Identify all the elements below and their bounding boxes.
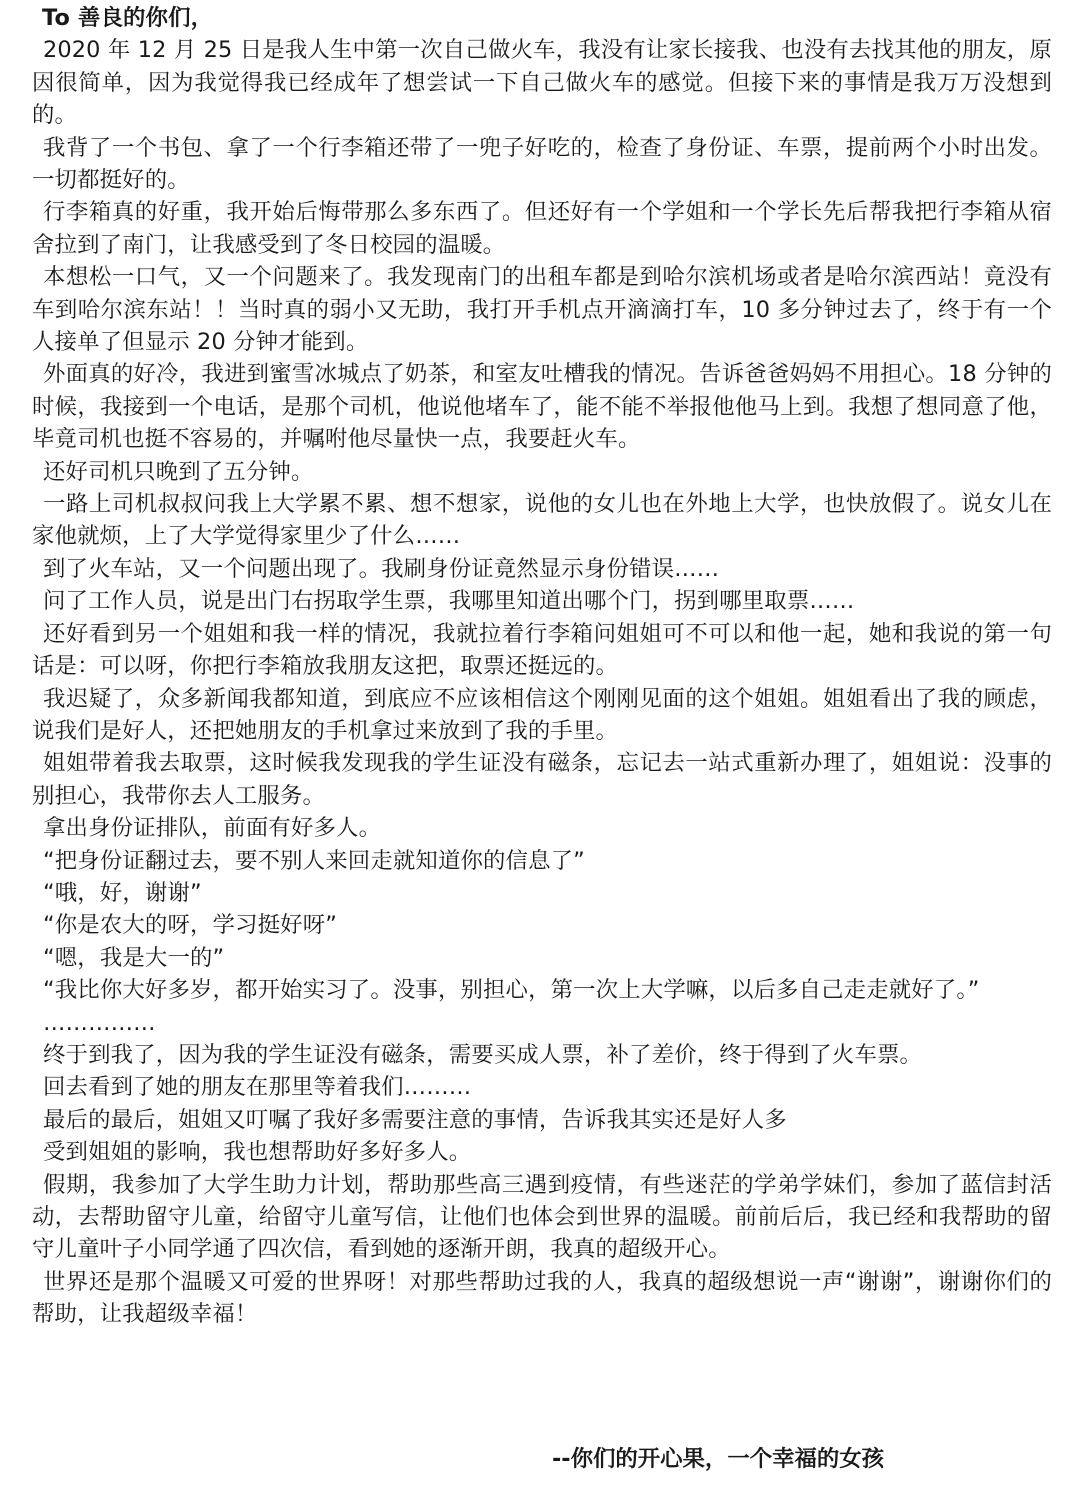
letter-body [32, 2, 1052, 1331]
paragraph-4: 本想松一口气，又一个问题来了。我发现南门的出租车都是到哈尔滨机场或者是哈尔滨西站！竟没有车到哈尔滨东站！！当时真的弱小又无助，我打开手机点开滴滴打车，10 多分钟过去了，终于有一个人接单了但显示 20 分钟才能到。 [32, 264, 1052, 356]
paragraph-17: 受到姐姐的影响，我也想帮助好多好多人。 [43, 1139, 472, 1166]
paragraph-18: 假期，我参加了大学生助力计划，帮助那些高三遇到疫情，有些迷茫的学弟学妹们，参加了蓝信封活动，去帮助留守儿童，给留守儿童写信，让他们也体会到世界的温暖。前前后后，我已经和我帮助的留守儿童叶子小同学通了四次信，看到她的逐渐开朗，我真的超级开心。 [32, 1171, 1052, 1263]
paragraph-15: 回去看到了她的朋友在那里等着我们……… [43, 1074, 472, 1101]
paragraph-13: 拿出身份证排队，前面有好多人。 [43, 815, 382, 842]
paragraph-2: 我背了一个书包、拿了一个行李箱还带了一兜子好吃的，检查了身份证、车票，提前两个小时出发。一切都挺好的。 [32, 134, 1052, 194]
paragraph-9: 问了工作人员，说是出门右拐取学生票，我哪里知道出哪个门，拐到哪里取票…… [43, 588, 855, 615]
dialogue-line-1: “把身份证翻过去，要不别人来回走就知道你的信息了” [43, 847, 585, 874]
paragraph-7: 一路上司机叔叔问我上大学累不累、想不想家，说他的女儿也在外地上大学，也快放假了。说女儿在家他就烦，上了大学觉得家里少了什么…… [32, 491, 1052, 550]
paragraph-10: 还好看到另一个姐姐和我一样的情况，我就拉着行李箱问姐姐可不可以和他一起，她和我说的第一句话是：可以呀，你把行李箱放我朋友这把，取票还挺远的。 [32, 620, 1052, 680]
signature: --你们的开心果，一个幸福的女孩 [552, 1446, 885, 1472]
dialogue-line-4: “嗯，我是大一的” [43, 944, 225, 971]
paragraph-6: 还好司机只晚到了五分钟。 [43, 458, 314, 485]
greeting: To 善良的你们， [42, 5, 214, 31]
paragraph-11: 我迟疑了，众多新闻我都知道，到底应不应该相信这个刚刚见面的这个姐姐。姐姐看出了我的顾虑，说我们是好人，还把她朋友的手机拿过来放到了我的手里。 [32, 685, 1052, 744]
paragraph-14: 终于到我了，因为我的学生证没有磁条，需要买成人票，补了差价，终于得到了火车票。 [43, 1041, 923, 1068]
paragraph-12: 姐姐带着我去取票，这时候我发现我的学生证没有磁条，忘记去一站式重新办理了，姐姐说：没事的别担心，我带你去人工服务。 [32, 750, 1052, 809]
paragraph-16: 最后的最后，姐姐又叮嘱了我好多需要注意的事情，告诉我其实还是好人多 [43, 1106, 787, 1133]
ellipsis-line: …………… [43, 1009, 156, 1036]
dialogue-line-5: “我比你大好多岁，都开始实习了。没事，别担心，第一次上大学嘛，以后多自己走走就好了。” [43, 977, 980, 1004]
paragraph-5: 外面真的好冷，我进到蜜雪冰城点了奶茶，和室友吐槽我的情况。告诉爸爸妈妈不用担心。18 分钟的时候，我接到一个电话，是那个司机，他说他堵车了，能不能不举报他他马上到。我想了想同意了他，毕竟司机也挺不容易的，并嘱咐他尽量快一点，我要赶火车。 [32, 361, 1052, 453]
paragraph-3: 行李箱真的好重，我开始后悔带那么多东西了。但还好有一个学姐和一个学长先后帮我把行李箱从宿舍拉到了南门，让我感受到了冬日校园的温暖。 [32, 199, 1052, 258]
paragraph-8: 到了火车站，又一个问题出现了。我刷身份证竟然显示身份错误…… [43, 555, 720, 582]
dialogue-line-2: “哦，好，谢谢” [43, 879, 202, 906]
paragraph-1: 2020 年 12 月 25 日是我人生中第一次自己做火车，我没有让家长接我、也没有去找其他的朋友，原因很简单，因为我觉得我已经成年了想尝试一下自己做火车的感觉。但接下来的事情是我万万没想到的。 [32, 37, 1052, 129]
dialogue-line-3: “你是农大的呀，学习挺好呀” [43, 912, 337, 939]
paragraph-19: 世界还是那个温暖又可爱的世界呀！对那些帮助过我的人，我真的超级想说一声“谢谢”，谢谢你们的帮助，让我超级幸福！ [32, 1268, 1052, 1328]
